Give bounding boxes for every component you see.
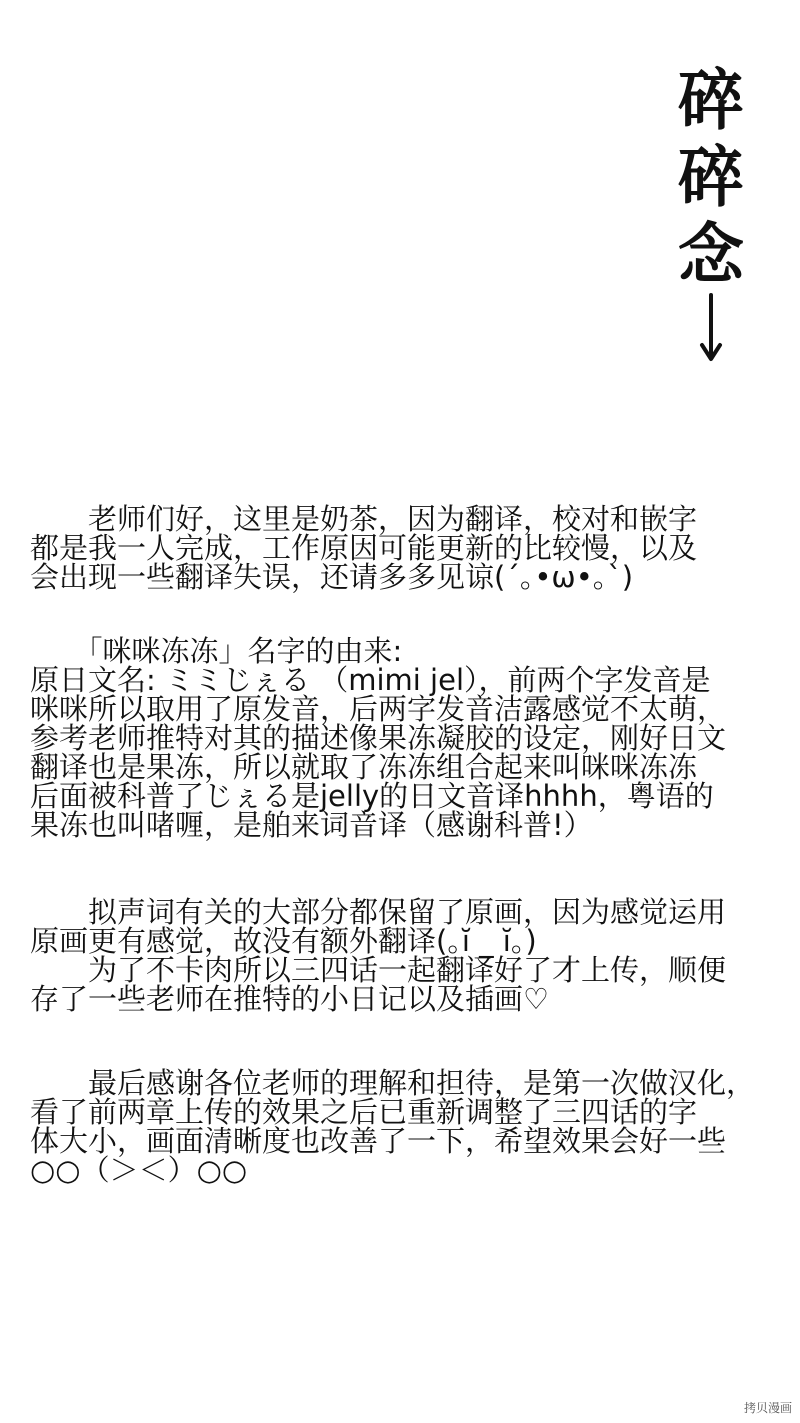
- text-line: 拟声词有关的大部分都保留了原画，因为感觉运用: [30, 895, 727, 929]
- text-line: 为了不卡肉所以三四话一起翻译好了才上传，顺便: [30, 953, 727, 987]
- text-line: 都是我一人完成，工作原因可能更新的比较慢，以及: [30, 531, 698, 565]
- page-title: [672, 62, 750, 363]
- text-line: 参考老师推特对其的描述像果冻凝胶的设定，刚好日文: [30, 721, 727, 755]
- title-char-3: 念: [678, 216, 744, 293]
- text-line: 后面被科普了じぇる是jelly的日文音译hhhh，粤语的: [30, 779, 714, 813]
- paragraph-translation-notes: [30, 895, 770, 1016]
- text-line: 会出现一些翻译失误，还请多多见谅(´｡•ω•｡`): [30, 560, 634, 594]
- text-line: ○○（＞＜）○○: [30, 1153, 248, 1187]
- paragraph-greeting: [30, 502, 770, 594]
- watermark: 拷贝漫画: [743, 1401, 792, 1415]
- text-line: 翻译也是果冻，所以就取了冻冻组合起来叫咪咪冻冻: [30, 750, 698, 784]
- text-line: 最后感谢各位老师的理解和担待，是第一次做汉化，: [30, 1066, 756, 1100]
- text-line: 原画更有感觉，故没有额外翻译(｡ĭ _ ĭ｡): [30, 924, 537, 958]
- text-line: 「咪咪冻冻」名字的由来:: [30, 634, 403, 668]
- text-line: 果冻也叫啫喱，是舶来词音译（感谢科普!）: [30, 808, 593, 842]
- text-line: 咪咪所以取用了原发音，后两字发音洁露感觉不太萌，: [30, 692, 727, 726]
- text-line: 体大小，画面清晰度也改善了一下，希望效果会好一些: [30, 1124, 727, 1158]
- text-line: 老师们好，这里是奶茶，因为翻译，校对和嵌字: [30, 502, 698, 536]
- title-char-2: 碎: [678, 139, 744, 216]
- paragraph-name-origin: [30, 634, 770, 842]
- text-line: 存了一些老师在推特的小日记以及插画♡: [30, 982, 549, 1016]
- text-line: 看了前两章上传的效果之后已重新调整了三四话的字: [30, 1095, 698, 1129]
- title-char-1: 碎: [678, 62, 744, 139]
- text-line: 原日文名: ミミじぇる （mimi jel），前两个字发音是: [30, 663, 711, 697]
- down-arrow-icon: [672, 293, 750, 363]
- paragraph-thanks: [30, 1066, 770, 1187]
